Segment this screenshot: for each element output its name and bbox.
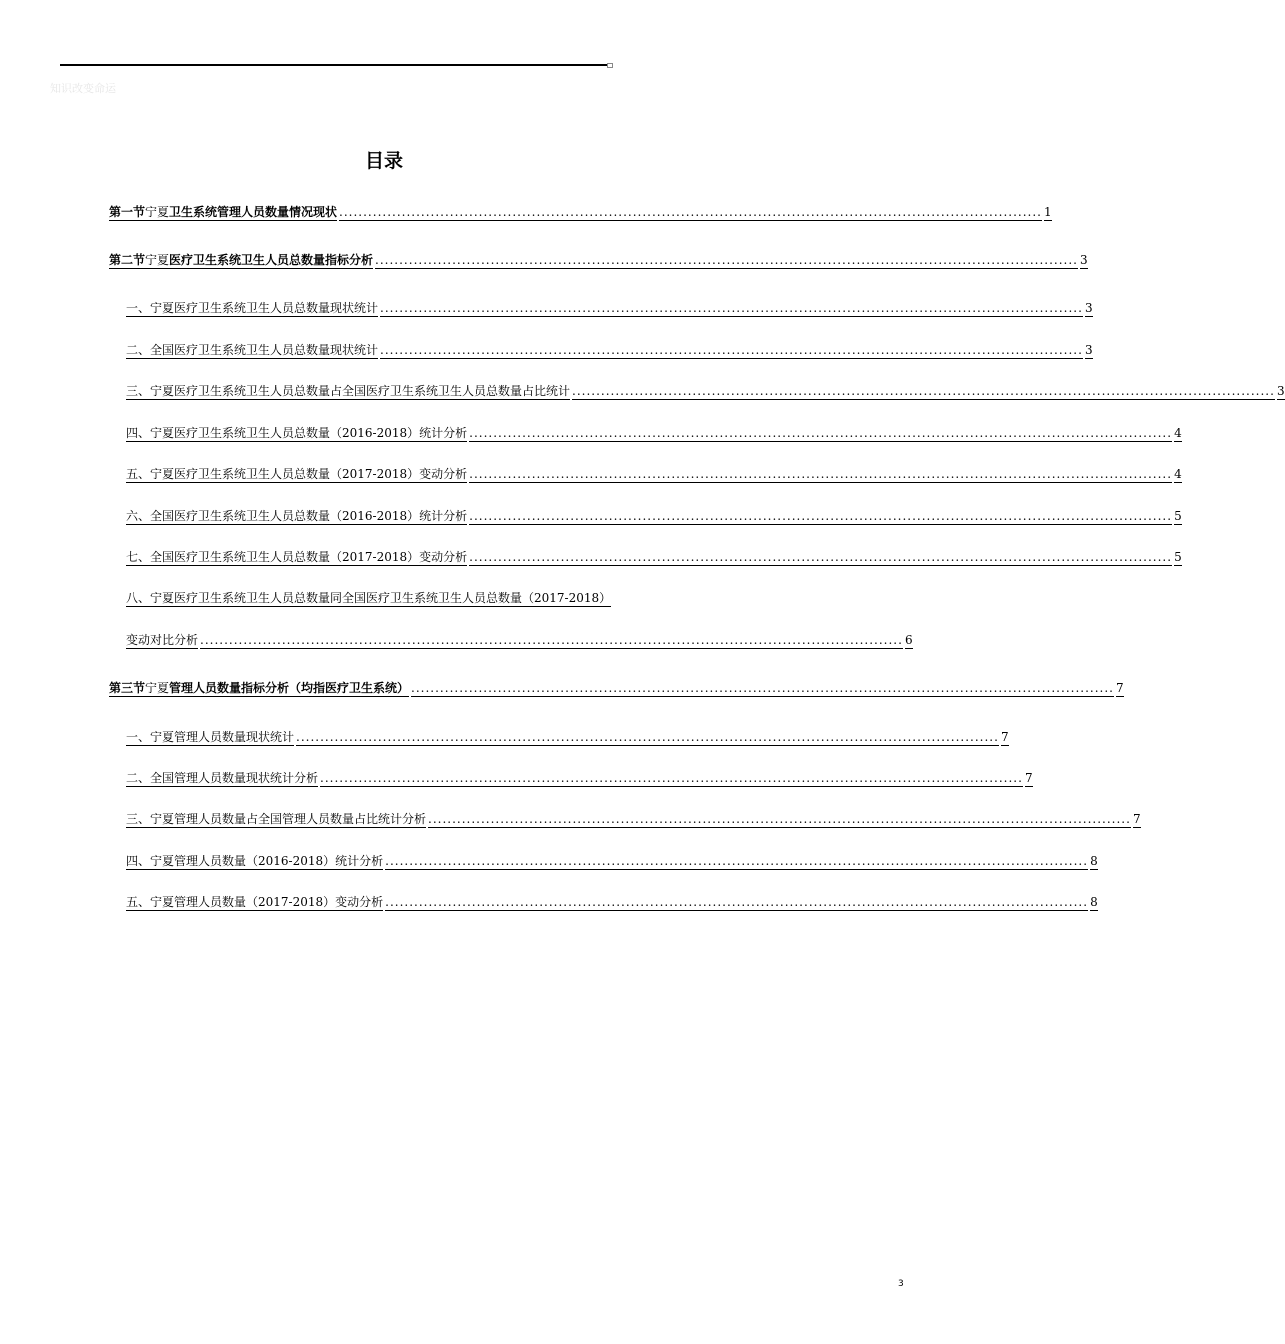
toc-leader: .................................................................................................................................................. xyxy=(200,633,903,647)
toc-entry-2-3[interactable] xyxy=(126,380,1285,400)
toc-entry-section-2[interactable] xyxy=(109,249,1088,269)
toc-page-number: 4 xyxy=(1174,426,1182,440)
toc-page-number: 7 xyxy=(1115,681,1124,695)
toc-page-number: 8 xyxy=(1090,895,1098,909)
toc-page-number: 3 xyxy=(1084,343,1093,357)
toc-entry-3-3[interactable] xyxy=(126,808,1141,828)
toc-entry-text: 四、宁夏医疗卫生系统卫生人员总数量（2016-2018）统计分析 xyxy=(126,426,468,440)
toc-leader: .................................................................................................................................................. xyxy=(469,509,1173,523)
toc-entry-section-1[interactable] xyxy=(109,201,1052,221)
toc-entry-3-5[interactable] xyxy=(126,891,1098,911)
toc-entry-text: 一、宁夏医疗卫生系统卫生人员总数量现状统计 xyxy=(126,301,379,315)
toc-page-number: 5 xyxy=(1174,509,1182,523)
toc-page-number: 3 xyxy=(1276,384,1285,398)
toc-entry-section-3[interactable] xyxy=(109,677,1124,697)
toc-entry-text: 二、全国医疗卫生系统卫生人员总数量现状统计 xyxy=(126,343,379,357)
header-rule-mark xyxy=(607,63,613,68)
toc-entry-text: 七、全国医疗卫生系统卫生人员总数量（2017-2018）变动分析 xyxy=(126,550,468,564)
toc-title: 目录 xyxy=(364,150,403,172)
toc-entry-2-7[interactable] xyxy=(126,546,1182,566)
toc-leader: .................................................................................................................................................. xyxy=(469,426,1173,440)
toc-entry-3-2[interactable] xyxy=(126,767,1033,787)
toc-leader: .................................................................................................................................................. xyxy=(385,854,1089,868)
toc-page-number: 3 xyxy=(1079,253,1088,267)
toc-entry-text: 五、宁夏医疗卫生系统卫生人员总数量（2017-2018）变动分析 xyxy=(126,467,468,481)
toc-page-number: 7 xyxy=(1024,771,1033,785)
toc-entry-text: 卫生系统管理人员数量情况现状 xyxy=(169,205,338,219)
toc-entry-region: 宁夏 xyxy=(145,253,170,267)
toc-leader: .................................................................................................................................................. xyxy=(296,730,999,744)
toc-entry-text: 五、宁夏管理人员数量（2017-2018）变动分析 xyxy=(126,895,384,909)
toc-entry-text: 八、宁夏医疗卫生系统卫生人员总数量同全国医疗卫生系统卫生人员总数量（2017-2018） xyxy=(126,591,612,605)
toc-entry-prefix: 第三节 xyxy=(109,681,146,695)
toc-page-number: 6 xyxy=(904,633,913,647)
toc-page-number: 8 xyxy=(1090,854,1098,868)
toc-entry-3-1[interactable] xyxy=(126,726,1009,746)
toc-entry-2-6[interactable] xyxy=(126,505,1182,525)
toc-entry-text: 管理人员数量指标分析（均指医疗卫生系统） xyxy=(169,681,410,695)
toc-entry-text: 二、全国管理人员数量现状统计分析 xyxy=(126,771,319,785)
toc-entry-2-1[interactable] xyxy=(126,297,1093,317)
toc-entry-3-4[interactable] xyxy=(126,850,1098,870)
toc-entry-2-8[interactable] xyxy=(126,587,674,607)
header-watermark-text: 知识改变命运 xyxy=(50,82,116,95)
toc-entry-text: 医疗卫生系统卫生人员总数量指标分析 xyxy=(169,253,374,267)
toc-entry-text: 六、全国医疗卫生系统卫生人员总数量（2016-2018）统计分析 xyxy=(126,509,468,523)
toc-page-number: 4 xyxy=(1174,467,1182,481)
toc-entry-2-5[interactable] xyxy=(126,463,1182,483)
toc-leader: .................................................................................................................................................. xyxy=(385,895,1089,909)
toc-leader: .................................................................................................................................................. xyxy=(469,550,1173,564)
toc-page-number: 7 xyxy=(1000,730,1009,744)
toc-entry-region: 宁夏 xyxy=(145,681,170,695)
toc-entry-text: 三、宁夏医疗卫生系统卫生人员总数量占全国医疗卫生系统卫生人员总数量占比统计 xyxy=(126,384,571,398)
header-rule xyxy=(60,64,613,66)
toc-leader: .................................................................................................................................................. xyxy=(411,681,1114,695)
toc-entry-text: 三、宁夏管理人员数量占全国管理人员数量占比统计分析 xyxy=(126,812,427,826)
toc-page-number: 7 xyxy=(1132,812,1141,826)
toc-entry-text-cont: 变动对比分析 xyxy=(126,633,199,647)
toc-leader: .................................................................................................................................................. xyxy=(339,205,1042,219)
toc-leader: .................................................................................................................................................. xyxy=(469,467,1173,481)
toc-leader: .................................................................................................................................................. xyxy=(572,384,1275,398)
toc-entry-text: 一、宁夏管理人员数量现状统计 xyxy=(126,730,295,744)
page-number: 3 xyxy=(898,1279,904,1289)
toc-entry-prefix: 第一节 xyxy=(109,205,146,219)
toc-page-number: 1 xyxy=(1043,205,1052,219)
toc-leader: .................................................................................................................................................. xyxy=(380,301,1083,315)
toc-entry-text: 四、宁夏管理人员数量（2016-2018）统计分析 xyxy=(126,854,384,868)
toc-leader: .................................................................................................................................................. xyxy=(380,343,1083,357)
toc-entry-2-2[interactable] xyxy=(126,339,1093,359)
toc-leader: .................................................................................................................................................. xyxy=(375,253,1078,267)
toc-entry-region: 宁夏 xyxy=(145,205,170,219)
toc-leader: .................................................................................................................................................. xyxy=(320,771,1023,785)
toc-entry-2-8-cont[interactable] xyxy=(126,629,913,649)
toc-leader: .................................................................................................................................................. xyxy=(428,812,1131,826)
toc-entry-2-4[interactable] xyxy=(126,422,1182,442)
toc-page-number: 5 xyxy=(1174,550,1182,564)
toc-page-number: 3 xyxy=(1084,301,1093,315)
toc-entry-prefix: 第二节 xyxy=(109,253,146,267)
